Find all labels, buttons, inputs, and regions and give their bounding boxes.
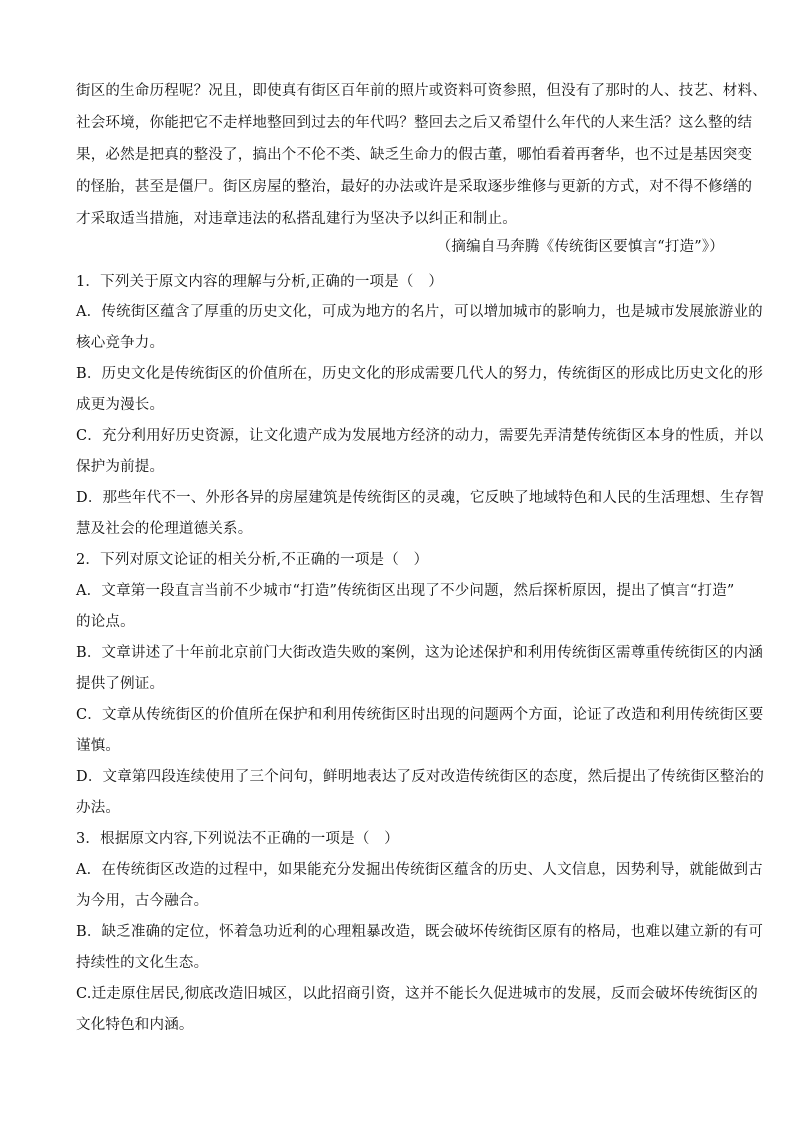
option-line: 成更为漫长。 bbox=[76, 397, 165, 413]
option-line: 持续性的文化生态。 bbox=[76, 955, 209, 971]
option-line: C．充分利用好历史资源，让文化遗产成为发展地方经济的动力，需要先弄清楚传统街区本身的性质，并以 bbox=[76, 428, 764, 444]
option-line: B．缺乏准确的定位，怀着急功近利的心理粗暴改造，既会破坏传统街区原有的格局，也难以建立新的有可 bbox=[76, 924, 764, 940]
option-line: 办法。 bbox=[76, 800, 121, 816]
passage-line: 果，必然是把真的整没了，搞出个不伦不类、缺乏生命力的假古董，哪怕看着再奢华，也不过是基因突变 bbox=[76, 147, 753, 163]
question-stem: 3．根据原文内容,下列说法不正确的一项是（ ） bbox=[76, 831, 399, 847]
option-line: 核心竞争力。 bbox=[76, 335, 165, 351]
option-line: B．文章讲述了十年前北京前门大街改造失败的案例，这为论述保护和利用传统街区需尊重传统街区的内涵 bbox=[76, 645, 764, 661]
passage-line: 的怪胎，甚至是僵尸。街区房屋的整治，最好的办法或许是采取逐步维修与更新的方式，对不得不修缮的 bbox=[76, 179, 753, 195]
option-line: C.迁走原住居民,彻底改造旧城区，以此招商引资，这并不能长久促进城市的发展，反而会破坏传统街区的 bbox=[76, 986, 758, 1002]
source-citation: （摘编自马奔腾《传统街区要慎言“打造”》） bbox=[436, 239, 724, 255]
passage-line: 才采取适当措施，对违章违法的私搭乱建行为坚决予以纠正和制止。 bbox=[76, 211, 517, 227]
option-line: 为今用，古今融合。 bbox=[76, 893, 209, 909]
option-line: A．传统街区蕴含了厚重的历史文化，可成为地方的名片，可以增加城市的影响力，也是城市发展旅游业的 bbox=[76, 304, 763, 320]
option-line: 保护为前提。 bbox=[76, 459, 165, 475]
option-line: 提供了例证。 bbox=[76, 676, 165, 692]
question-stem: 2．下列对原文论证的相关分析,不正确的一项是（ ） bbox=[76, 552, 429, 568]
option-line: 谨慎。 bbox=[76, 738, 121, 754]
option-line: B．历史文化是传统街区的价值所在，历史文化的形成需要几代人的努力，传统街区的形成比历史文化的形 bbox=[76, 366, 764, 382]
passage-line: 街区的生命历程呢？况且，即使真有街区百年前的照片或资料可资参照，但没有了那时的人、技艺、材料、 bbox=[76, 83, 767, 99]
option-line: 文化特色和内涵。 bbox=[76, 1017, 194, 1033]
option-line: D．文章第四段连续使用了三个问句，鲜明地表达了反对改造传统街区的态度，然后提出了传统街区整治的 bbox=[76, 769, 765, 785]
option-line: A．文章第一段直言当前不少城市“打造”传统街区出现了不少问题，然后探析原因，提出了慎言“打造” bbox=[76, 583, 735, 599]
option-line: 慧及社会的伦理道德关系。 bbox=[76, 521, 253, 537]
option-line: 的论点。 bbox=[76, 614, 135, 630]
question-stem: 1．下列关于原文内容的理解与分析,正确的一项是（ ） bbox=[76, 274, 444, 290]
option-line: A．在传统街区改造的过程中，如果能充分发掘出传统街区蕴含的历史、人文信息，因势利导，就能做到古 bbox=[76, 862, 763, 878]
passage-line: 社会环境，你能把它不走样地整回到过去的年代吗？整回去之后又希望什么年代的人来生活？这么整的结 bbox=[76, 115, 753, 131]
option-line: C．文章从传统街区的价值所在保护和利用传统街区时出现的问题两个方面，论证了改造和利用传统街区要 bbox=[76, 707, 764, 723]
option-line: D．那些年代不一、外形各异的房屋建筑是传统街区的灵魂，它反映了地域特色和人民的生活理想、生存智 bbox=[76, 490, 765, 506]
